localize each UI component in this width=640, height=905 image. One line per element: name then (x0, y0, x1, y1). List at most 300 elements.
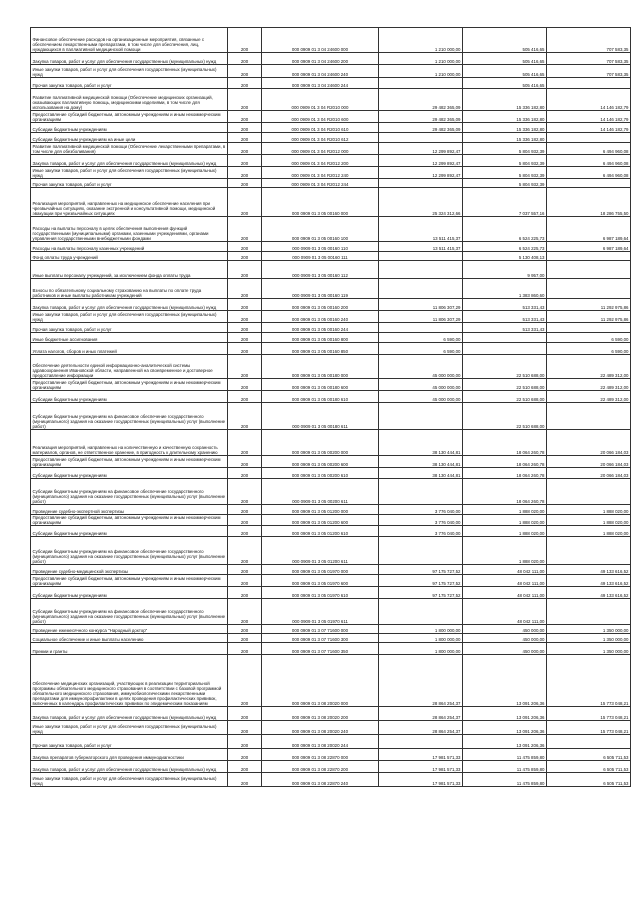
row-code-cell: 200 (228, 143, 262, 155)
table-row (31, 123, 631, 133)
row-name-cell: Субсидии бюджетным учреждениям (31, 587, 228, 599)
row-remaining-cell (547, 252, 631, 261)
table-row (31, 537, 631, 565)
row-remaining-cell: 49 133 616,52 (547, 587, 631, 599)
row-remaining-cell: 6 505 711,53 (547, 749, 631, 761)
row-name-cell: Прочая закупка товаров, работ и услуг (31, 735, 228, 749)
row-executed-cell: 15 336 182,80 (463, 111, 547, 123)
row-name-cell: Закупка препаратов губернаторского для проведения иммунодиагностики (31, 749, 228, 761)
row-name-cell: Субсидии бюджетным учреждениям на финансовое обеспечение государственного (муниципального) задания на оказание государственных (муниципальных) услуг (выполнение работ) (31, 403, 228, 430)
row-approved-cell: 45 000 000,00 (379, 391, 463, 403)
row-approved-cell (379, 323, 463, 333)
table-row (31, 643, 631, 655)
row-approved-cell: 38 130 444,81 (379, 468, 463, 479)
table-row (31, 391, 631, 403)
row-code-cell: 200 (228, 111, 262, 123)
row-code-cell: 200 (228, 123, 262, 133)
row-remaining-cell: 49 133 616,52 (547, 575, 631, 587)
row-executed-cell: 48 042 111,00 (463, 599, 547, 625)
row-kbk-cell: 000 0909 01 3 04 R2012 200 (262, 155, 379, 167)
row-approved-cell: 25 324 312,66 (379, 188, 463, 217)
row-remaining-cell: 1 350 000,00 (547, 643, 631, 655)
row-executed-cell: 7 037 557,16 (463, 188, 547, 217)
table-row (31, 634, 631, 643)
row-approved-cell: 17 981 571,33 (379, 749, 463, 761)
row-kbk-cell: 000 0909 01 3 05 00160 850 (262, 343, 379, 355)
row-approved-cell: 1 210 000,00 (379, 65, 463, 78)
row-executed-cell: 11 475 859,80 (463, 749, 547, 761)
row-approved-cell: 3 776 040,00 (379, 526, 463, 537)
row-approved-cell: 45 000 000,00 (379, 379, 463, 391)
row-code-cell: 200 (228, 537, 262, 565)
row-remaining-cell: 1 888 020,00 (547, 526, 631, 537)
row-executed-cell: 1 888 020,00 (463, 505, 547, 515)
row-kbk-cell: 000 0909 01 3 04 24600 244 (262, 78, 379, 89)
row-remaining-cell: 20 066 184,03 (547, 430, 631, 456)
row-executed-cell: 1 383 860,60 (463, 279, 547, 299)
row-code-cell: 200 (228, 391, 262, 403)
row-executed-cell: 9 957,00 (463, 261, 547, 279)
table-row (31, 188, 631, 217)
table-row (31, 355, 631, 379)
table-body (31, 28, 631, 787)
table-row (31, 333, 631, 343)
row-kbk-cell: 000 0909 01 3 05 01200 600 (262, 515, 379, 526)
row-executed-cell: 13 091 206,36 (463, 721, 547, 735)
row-kbk-cell: 000 0909 01 3 04 R2010 612 (262, 133, 379, 143)
row-remaining-cell (547, 735, 631, 749)
table-row (31, 430, 631, 456)
row-executed-cell: 505 416,65 (463, 28, 547, 53)
table-row (31, 53, 631, 65)
row-executed-cell: 15 336 182,80 (463, 89, 547, 111)
row-remaining-cell: 15 773 048,21 (547, 655, 631, 707)
row-approved-cell: 11 806 307,29 (379, 299, 463, 311)
row-executed-cell: 505 416,65 (463, 53, 547, 65)
row-executed-cell: 1 888 020,00 (463, 515, 547, 526)
table-row (31, 625, 631, 634)
table-row (31, 565, 631, 575)
table-row (31, 217, 631, 242)
row-kbk-cell: 000 0909 01 3 04 R2012 240 (262, 167, 379, 179)
row-executed-cell: 505 416,65 (463, 78, 547, 89)
table-row (31, 111, 631, 123)
row-executed-cell: 5 804 932,39 (463, 179, 547, 188)
row-approved-cell: 28 864 254,37 (379, 707, 463, 721)
table-row (31, 252, 631, 261)
row-approved-cell: 6 590,00 (379, 333, 463, 343)
row-executed-cell: 13 091 206,36 (463, 735, 547, 749)
row-remaining-cell: 6 505 711,53 (547, 773, 631, 787)
row-remaining-cell (547, 78, 631, 89)
row-kbk-cell: 000 0909 01 3 05 01970 000 (262, 565, 379, 575)
row-kbk-cell: 000 0909 01 3 04 24600 240 (262, 65, 379, 78)
row-kbk-cell: 000 0909 01 3 05 00160 119 (262, 279, 379, 299)
row-code-cell: 200 (228, 279, 262, 299)
row-kbk-cell: 000 0909 01 3 05 00200 600 (262, 456, 379, 468)
row-code-cell: 200 (228, 343, 262, 355)
table-row (31, 379, 631, 391)
row-code-cell: 200 (228, 430, 262, 456)
row-kbk-cell: 000 0909 01 3 05 00180 611 (262, 403, 379, 430)
row-remaining-cell: 11 292 975,86 (547, 311, 631, 323)
row-remaining-cell: 1 350 000,00 (547, 625, 631, 634)
row-remaining-cell: 6 494 960,08 (547, 155, 631, 167)
row-approved-cell: 3 776 040,00 (379, 505, 463, 515)
row-code-cell: 200 (228, 28, 262, 53)
row-remaining-cell: 14 146 182,79 (547, 111, 631, 123)
row-name-cell: Проведение судебно-медицинской экспертизы (31, 565, 228, 575)
row-kbk-cell: 000 0909 01 3 05 00160 112 (262, 261, 379, 279)
row-remaining-cell (547, 323, 631, 333)
row-name-cell: Иные закупки товаров, работ и услуг для обеспечения государственных (муниципальных) нужд (31, 721, 228, 735)
table-row (31, 261, 631, 279)
row-code-cell: 200 (228, 403, 262, 430)
row-code-cell: 200 (228, 89, 262, 111)
row-executed-cell: 22 510 688,00 (463, 355, 547, 379)
row-kbk-cell: 000 0909 01 3 05 01200 611 (262, 537, 379, 565)
row-code-cell: 200 (228, 217, 262, 242)
row-approved-cell: 1 800 000,00 (379, 625, 463, 634)
table-row (31, 707, 631, 721)
row-approved-cell: 97 175 727,52 (379, 587, 463, 599)
row-name-cell: Прочая закупка товаров, работ и услуг (31, 78, 228, 89)
row-approved-cell: 97 175 727,52 (379, 575, 463, 587)
row-remaining-cell: 1 888 020,00 (547, 515, 631, 526)
row-remaining-cell: 22 489 312,00 (547, 355, 631, 379)
row-approved-cell (379, 735, 463, 749)
row-code-cell: 200 (228, 773, 262, 787)
row-remaining-cell: 1 350 000,00 (547, 634, 631, 643)
row-code-cell: 200 (228, 167, 262, 179)
row-approved-cell: 17 981 571,33 (379, 773, 463, 787)
row-code-cell: 200 (228, 78, 262, 89)
row-name-cell: Развитие паллиативной медицинской помощи (Обеспечение медицинских организаций, оказывающих паллиативную помощь, медицинскими изделиями, в том числе для использования на дому) (31, 89, 228, 111)
row-kbk-cell: 000 0909 01 3 05 00160 111 (262, 252, 379, 261)
row-executed-cell: 48 042 111,00 (463, 575, 547, 587)
row-executed-cell: 450 000,00 (463, 625, 547, 634)
row-kbk-cell: 000 0909 01 3 05 01200 000 (262, 505, 379, 515)
row-approved-cell: 28 864 254,37 (379, 655, 463, 707)
row-approved-cell (379, 599, 463, 625)
row-name-cell: Расходы на выплаты персоналу казенных учреждений (31, 242, 228, 252)
row-code-cell: 200 (228, 655, 262, 707)
row-name-cell: Развитие паллиативной медицинской помощи (Обеспечение лекарственными препаратами, в том числе для обезболивания) (31, 143, 228, 155)
table-row (31, 89, 631, 111)
row-code-cell: 200 (228, 456, 262, 468)
table-row (31, 526, 631, 537)
row-code-cell: 200 (228, 133, 262, 143)
row-executed-cell (463, 333, 547, 343)
row-kbk-cell: 000 0909 01 3 05 00160 110 (262, 242, 379, 252)
row-remaining-cell: 22 489 312,00 (547, 391, 631, 403)
row-name-cell: Закупка товаров, работ и услуг для обеспечения государственных (муниципальных) нужд (31, 299, 228, 311)
row-approved-cell: 12 299 892,47 (379, 143, 463, 155)
row-code-cell: 200 (228, 242, 262, 252)
row-code-cell: 200 (228, 379, 262, 391)
row-remaining-cell: 15 773 048,21 (547, 707, 631, 721)
table-row (31, 575, 631, 587)
row-code-cell: 200 (228, 625, 262, 634)
row-name-cell: Реализация мероприятий, направленных на медицинское обеспечение населения при чрезвычайных ситуациях, оказание экстренной и консультативной помощи, медицинской эвакуации при чрезвычайных ситуациях (31, 188, 228, 217)
row-name-cell: Субсидии бюджетным учреждениям на иные цели (31, 133, 228, 143)
row-approved-cell (379, 279, 463, 299)
row-executed-cell: 6 524 225,73 (463, 217, 547, 242)
table-row (31, 468, 631, 479)
table-row (31, 587, 631, 599)
table-row (31, 599, 631, 625)
row-executed-cell (463, 343, 547, 355)
row-kbk-cell: 000 0909 01 3 08 22870 240 (262, 773, 379, 787)
table-row (31, 456, 631, 468)
row-code-cell: 200 (228, 515, 262, 526)
table-row (31, 323, 631, 333)
row-name-cell: Закупка товаров, работ и услуг для обеспечения государственных (муниципальных) нужд (31, 53, 228, 65)
row-approved-cell: 1 800 000,00 (379, 634, 463, 643)
row-approved-cell (379, 179, 463, 188)
row-approved-cell: 13 511 415,37 (379, 242, 463, 252)
row-name-cell: Иные закупки товаров, работ и услуг для обеспечения государственных (муниципальных) нужд (31, 167, 228, 179)
table-row (31, 655, 631, 707)
row-remaining-cell (547, 133, 631, 143)
row-executed-cell: 18 064 260,78 (463, 479, 547, 505)
row-name-cell: Субсидии бюджетным учреждениям на финансовое обеспечение государственного (муниципального) задания на оказание государственных (муниципальных) услуг (выполнение работ) (31, 479, 228, 505)
row-kbk-cell: 000 0909 01 3 05 00160 800 (262, 333, 379, 343)
table-row (31, 155, 631, 167)
row-code-cell: 200 (228, 333, 262, 343)
row-code-cell: 200 (228, 505, 262, 515)
table-row (31, 721, 631, 735)
row-kbk-cell: 000 0909 01 3 05 00200 000 (262, 430, 379, 456)
row-name-cell: Предоставление субсидий бюджетным, автономным учреждениям и иным некоммерческим организациям (31, 515, 228, 526)
row-kbk-cell: 000 0909 01 3 07 71600 300 (262, 634, 379, 643)
row-executed-cell: 450 000,00 (463, 634, 547, 643)
row-remaining-cell: 707 583,35 (547, 65, 631, 78)
row-code-cell: 200 (228, 261, 262, 279)
row-remaining-cell: 707 583,35 (547, 53, 631, 65)
row-executed-cell: 5 804 932,39 (463, 155, 547, 167)
table-row (31, 403, 631, 430)
row-executed-cell: 1 888 020,00 (463, 537, 547, 565)
row-kbk-cell: 000 0909 01 3 05 00200 610 (262, 468, 379, 479)
row-remaining-cell (547, 261, 631, 279)
row-kbk-cell: 000 0909 01 3 04 R2012 244 (262, 179, 379, 188)
row-kbk-cell: 000 0909 01 3 05 01970 600 (262, 575, 379, 587)
row-name-cell: Иные бюджетные ассигнования (31, 333, 228, 343)
table-row (31, 143, 631, 155)
row-kbk-cell: 000 0909 01 3 05 01200 610 (262, 526, 379, 537)
table-row (31, 761, 631, 773)
row-name-cell: Иные закупки товаров, работ и услуг для обеспечения государственных (муниципальных) нужд (31, 65, 228, 78)
row-approved-cell: 29 482 365,09 (379, 123, 463, 133)
table-row (31, 28, 631, 53)
row-name-cell: Субсидии бюджетным учреждениям (31, 391, 228, 403)
row-name-cell: Иные выплаты персоналу учреждений, за исключением фонда оплаты труда (31, 261, 228, 279)
row-code-cell: 200 (228, 179, 262, 188)
row-kbk-cell: 000 0909 01 3 05 00160 200 (262, 299, 379, 311)
row-name-cell: Субсидии бюджетным учреждениям (31, 468, 228, 479)
row-executed-cell: 13 091 206,36 (463, 707, 547, 721)
row-name-cell: Закупка товаров, работ и услуг для обеспечения государственных (муниципальных) нужд (31, 707, 228, 721)
row-kbk-cell: 000 0909 01 3 04 24600 000 (262, 28, 379, 53)
row-remaining-cell (547, 537, 631, 565)
table-row (31, 299, 631, 311)
row-code-cell: 200 (228, 155, 262, 167)
row-code-cell: 200 (228, 53, 262, 65)
row-executed-cell: 48 042 111,00 (463, 587, 547, 599)
row-kbk-cell: 000 0909 01 3 05 01970 611 (262, 599, 379, 625)
row-code-cell: 200 (228, 707, 262, 721)
row-remaining-cell (547, 479, 631, 505)
row-code-cell: 200 (228, 188, 262, 217)
table-row (31, 735, 631, 749)
row-code-cell: 200 (228, 323, 262, 333)
row-remaining-cell: 20 066 184,03 (547, 456, 631, 468)
row-code-cell: 200 (228, 479, 262, 505)
row-remaining-cell: 707 583,35 (547, 28, 631, 53)
table-row (31, 179, 631, 188)
row-approved-cell: 45 000 000,00 (379, 355, 463, 379)
row-kbk-cell: 000 0909 01 3 07 71600 350 (262, 643, 379, 655)
row-approved-cell: 28 864 254,37 (379, 721, 463, 735)
row-executed-cell: 5 804 932,39 (463, 143, 547, 155)
row-name-cell: Социальное обеспечение и иные выплаты населению (31, 634, 228, 643)
row-remaining-cell: 6 590,00 (547, 333, 631, 343)
table-row (31, 279, 631, 299)
row-approved-cell (379, 403, 463, 430)
row-approved-cell: 29 482 365,09 (379, 111, 463, 123)
row-executed-cell: 22 510 688,00 (463, 391, 547, 403)
row-name-cell: Обеспечение деятельности единой информационно-аналитической системы здравоохранения Ивановской области, направленной на своевременное и достоверное предоставление информации (31, 355, 228, 379)
table-row (31, 167, 631, 179)
row-remaining-cell: 20 066 184,03 (547, 468, 631, 479)
row-executed-cell: 1 888 020,00 (463, 526, 547, 537)
table-row (31, 78, 631, 89)
row-name-cell: Обеспечение медицинских организаций, участвующих в реализации территориальной программы обязательного медицинского страхования в соответствии с базовой программой обязательного медицинского страхования, иммунобиологическими лекарственными препаратами для иммунопрофилактики в целях проведения профилактических прививок, включенных в календарь профилактических прививок по эпидемическим показаниям (31, 655, 228, 707)
row-name-cell: Субсидии бюджетным учреждениям на финансовое обеспечение государственного (муниципального) задания на оказание государственных (муниципальных) услуг (выполнение работ) (31, 537, 228, 565)
row-code-cell: 200 (228, 526, 262, 537)
row-kbk-cell: 000 0909 01 3 08 20020 240 (262, 721, 379, 735)
row-executed-cell: 18 064 260,78 (463, 468, 547, 479)
table-row (31, 505, 631, 515)
row-name-cell: Иные закупки товаров, работ и услуг для обеспечения государственных (муниципальных) нужд (31, 773, 228, 787)
row-executed-cell: 513 331,43 (463, 323, 547, 333)
row-executed-cell: 48 042 111,00 (463, 565, 547, 575)
row-remaining-cell (547, 179, 631, 188)
row-name-cell: Субсидии бюджетным учреждениям (31, 526, 228, 537)
row-kbk-cell: 000 0909 01 3 08 20020 000 (262, 655, 379, 707)
row-remaining-cell: 6 494 960,08 (547, 167, 631, 179)
row-kbk-cell: 000 0909 01 3 08 20020 200 (262, 707, 379, 721)
row-code-cell: 200 (228, 299, 262, 311)
row-remaining-cell: 6 590,00 (547, 343, 631, 355)
row-remaining-cell: 1 888 020,00 (547, 505, 631, 515)
table-row (31, 133, 631, 143)
row-executed-cell: 18 064 260,78 (463, 430, 547, 456)
table-row (31, 515, 631, 526)
row-approved-cell: 13 511 415,37 (379, 217, 463, 242)
row-executed-cell: 6 524 225,73 (463, 242, 547, 252)
row-approved-cell: 29 482 365,09 (379, 89, 463, 111)
row-kbk-cell: 000 0909 01 3 08 20020 244 (262, 735, 379, 749)
row-code-cell: 200 (228, 252, 262, 261)
row-remaining-cell: 18 286 755,50 (547, 188, 631, 217)
row-code-cell: 200 (228, 735, 262, 749)
row-kbk-cell: 000 0909 01 3 05 00180 000 (262, 355, 379, 379)
row-name-cell: Иные закупки товаров, работ и услуг для обеспечения государственных (муниципальных) нужд (31, 311, 228, 323)
table-row (31, 311, 631, 323)
row-executed-cell: 15 336 182,80 (463, 133, 547, 143)
row-approved-cell (379, 133, 463, 143)
row-name-cell: Субсидии бюджетным учреждениям на финансовое обеспечение государственного (муниципального) задания на оказание государственных (муниципальных) услуг (выполнение работ) (31, 599, 228, 625)
row-executed-cell: 505 416,65 (463, 65, 547, 78)
row-approved-cell: 6 590,00 (379, 343, 463, 355)
table-row (31, 343, 631, 355)
row-name-cell: Проведение ежемесячного конкурса "Народный доктор" (31, 625, 228, 634)
row-executed-cell: 22 510 688,00 (463, 403, 547, 430)
row-kbk-cell: 000 0909 01 3 04 24600 200 (262, 53, 379, 65)
row-remaining-cell (547, 403, 631, 430)
row-approved-cell: 17 981 571,33 (379, 761, 463, 773)
row-kbk-cell: 000 0909 01 3 05 01970 610 (262, 587, 379, 599)
row-code-cell: 200 (228, 721, 262, 735)
row-executed-cell: 22 510 688,00 (463, 379, 547, 391)
row-remaining-cell: 49 133 616,52 (547, 565, 631, 575)
row-name-cell: Реализация мероприятий, направленных на количественную и качественную сохранность материалов, органов, не ответственное хранение, в пригодность к длительному хранению (31, 430, 228, 456)
table-row (31, 749, 631, 761)
row-remaining-cell: 6 494 960,08 (547, 143, 631, 155)
row-remaining-cell: 15 773 048,21 (547, 721, 631, 735)
row-name-cell: Субсидии бюджетным учреждениям (31, 123, 228, 133)
row-approved-cell (379, 252, 463, 261)
row-kbk-cell: 000 0909 01 3 08 22870 000 (262, 749, 379, 761)
row-name-cell: Прочая закупка товаров, работ и услуг (31, 179, 228, 188)
row-code-cell: 200 (228, 565, 262, 575)
row-remaining-cell: 11 292 975,86 (547, 299, 631, 311)
row-kbk-cell: 000 0909 01 3 04 R2010 610 (262, 123, 379, 133)
table-row (31, 242, 631, 252)
row-executed-cell: 450 000,00 (463, 643, 547, 655)
row-name-cell: Закупка товаров, работ и услуг для обеспечения государственных (муниципальных) нужд (31, 761, 228, 773)
row-code-cell: 200 (228, 634, 262, 643)
row-approved-cell (379, 537, 463, 565)
row-executed-cell: 18 064 260,78 (463, 456, 547, 468)
row-kbk-cell: 000 0909 01 3 05 00200 611 (262, 479, 379, 505)
row-executed-cell: 15 336 182,80 (463, 123, 547, 133)
row-remaining-cell: 14 146 182,79 (547, 123, 631, 133)
row-name-cell: Уплата налогов, сборов и иных платежей (31, 343, 228, 355)
row-executed-cell: 13 091 206,36 (463, 655, 547, 707)
row-remaining-cell: 14 146 182,79 (547, 89, 631, 111)
row-approved-cell (379, 78, 463, 89)
row-approved-cell: 3 776 040,00 (379, 515, 463, 526)
row-executed-cell: 11 475 859,80 (463, 761, 547, 773)
row-approved-cell (379, 261, 463, 279)
row-name-cell: Прочая закупка товаров, работ и услуг (31, 323, 228, 333)
row-kbk-cell: 000 0909 01 3 07 71600 000 (262, 625, 379, 634)
row-remaining-cell: 6 987 189,64 (547, 242, 631, 252)
row-name-cell: Предоставление субсидий бюджетным, автономным учреждениям и иным некоммерческим организациям (31, 575, 228, 587)
row-kbk-cell: 000 0909 01 3 04 R2012 000 (262, 143, 379, 155)
row-executed-cell: 11 475 859,80 (463, 773, 547, 787)
row-name-cell: Закупка товаров, работ и услуг для обеспечения государственных (муниципальных) нужд (31, 155, 228, 167)
row-code-cell: 200 (228, 749, 262, 761)
row-executed-cell: 513 331,43 (463, 299, 547, 311)
row-kbk-cell: 000 0909 01 3 05 00160 244 (262, 323, 379, 333)
row-approved-cell: 1 210 000,00 (379, 28, 463, 53)
table-row (31, 65, 631, 78)
row-name-cell: Предоставление субсидий бюджетным, автономным учреждениям и иным некоммерческим организациям (31, 456, 228, 468)
